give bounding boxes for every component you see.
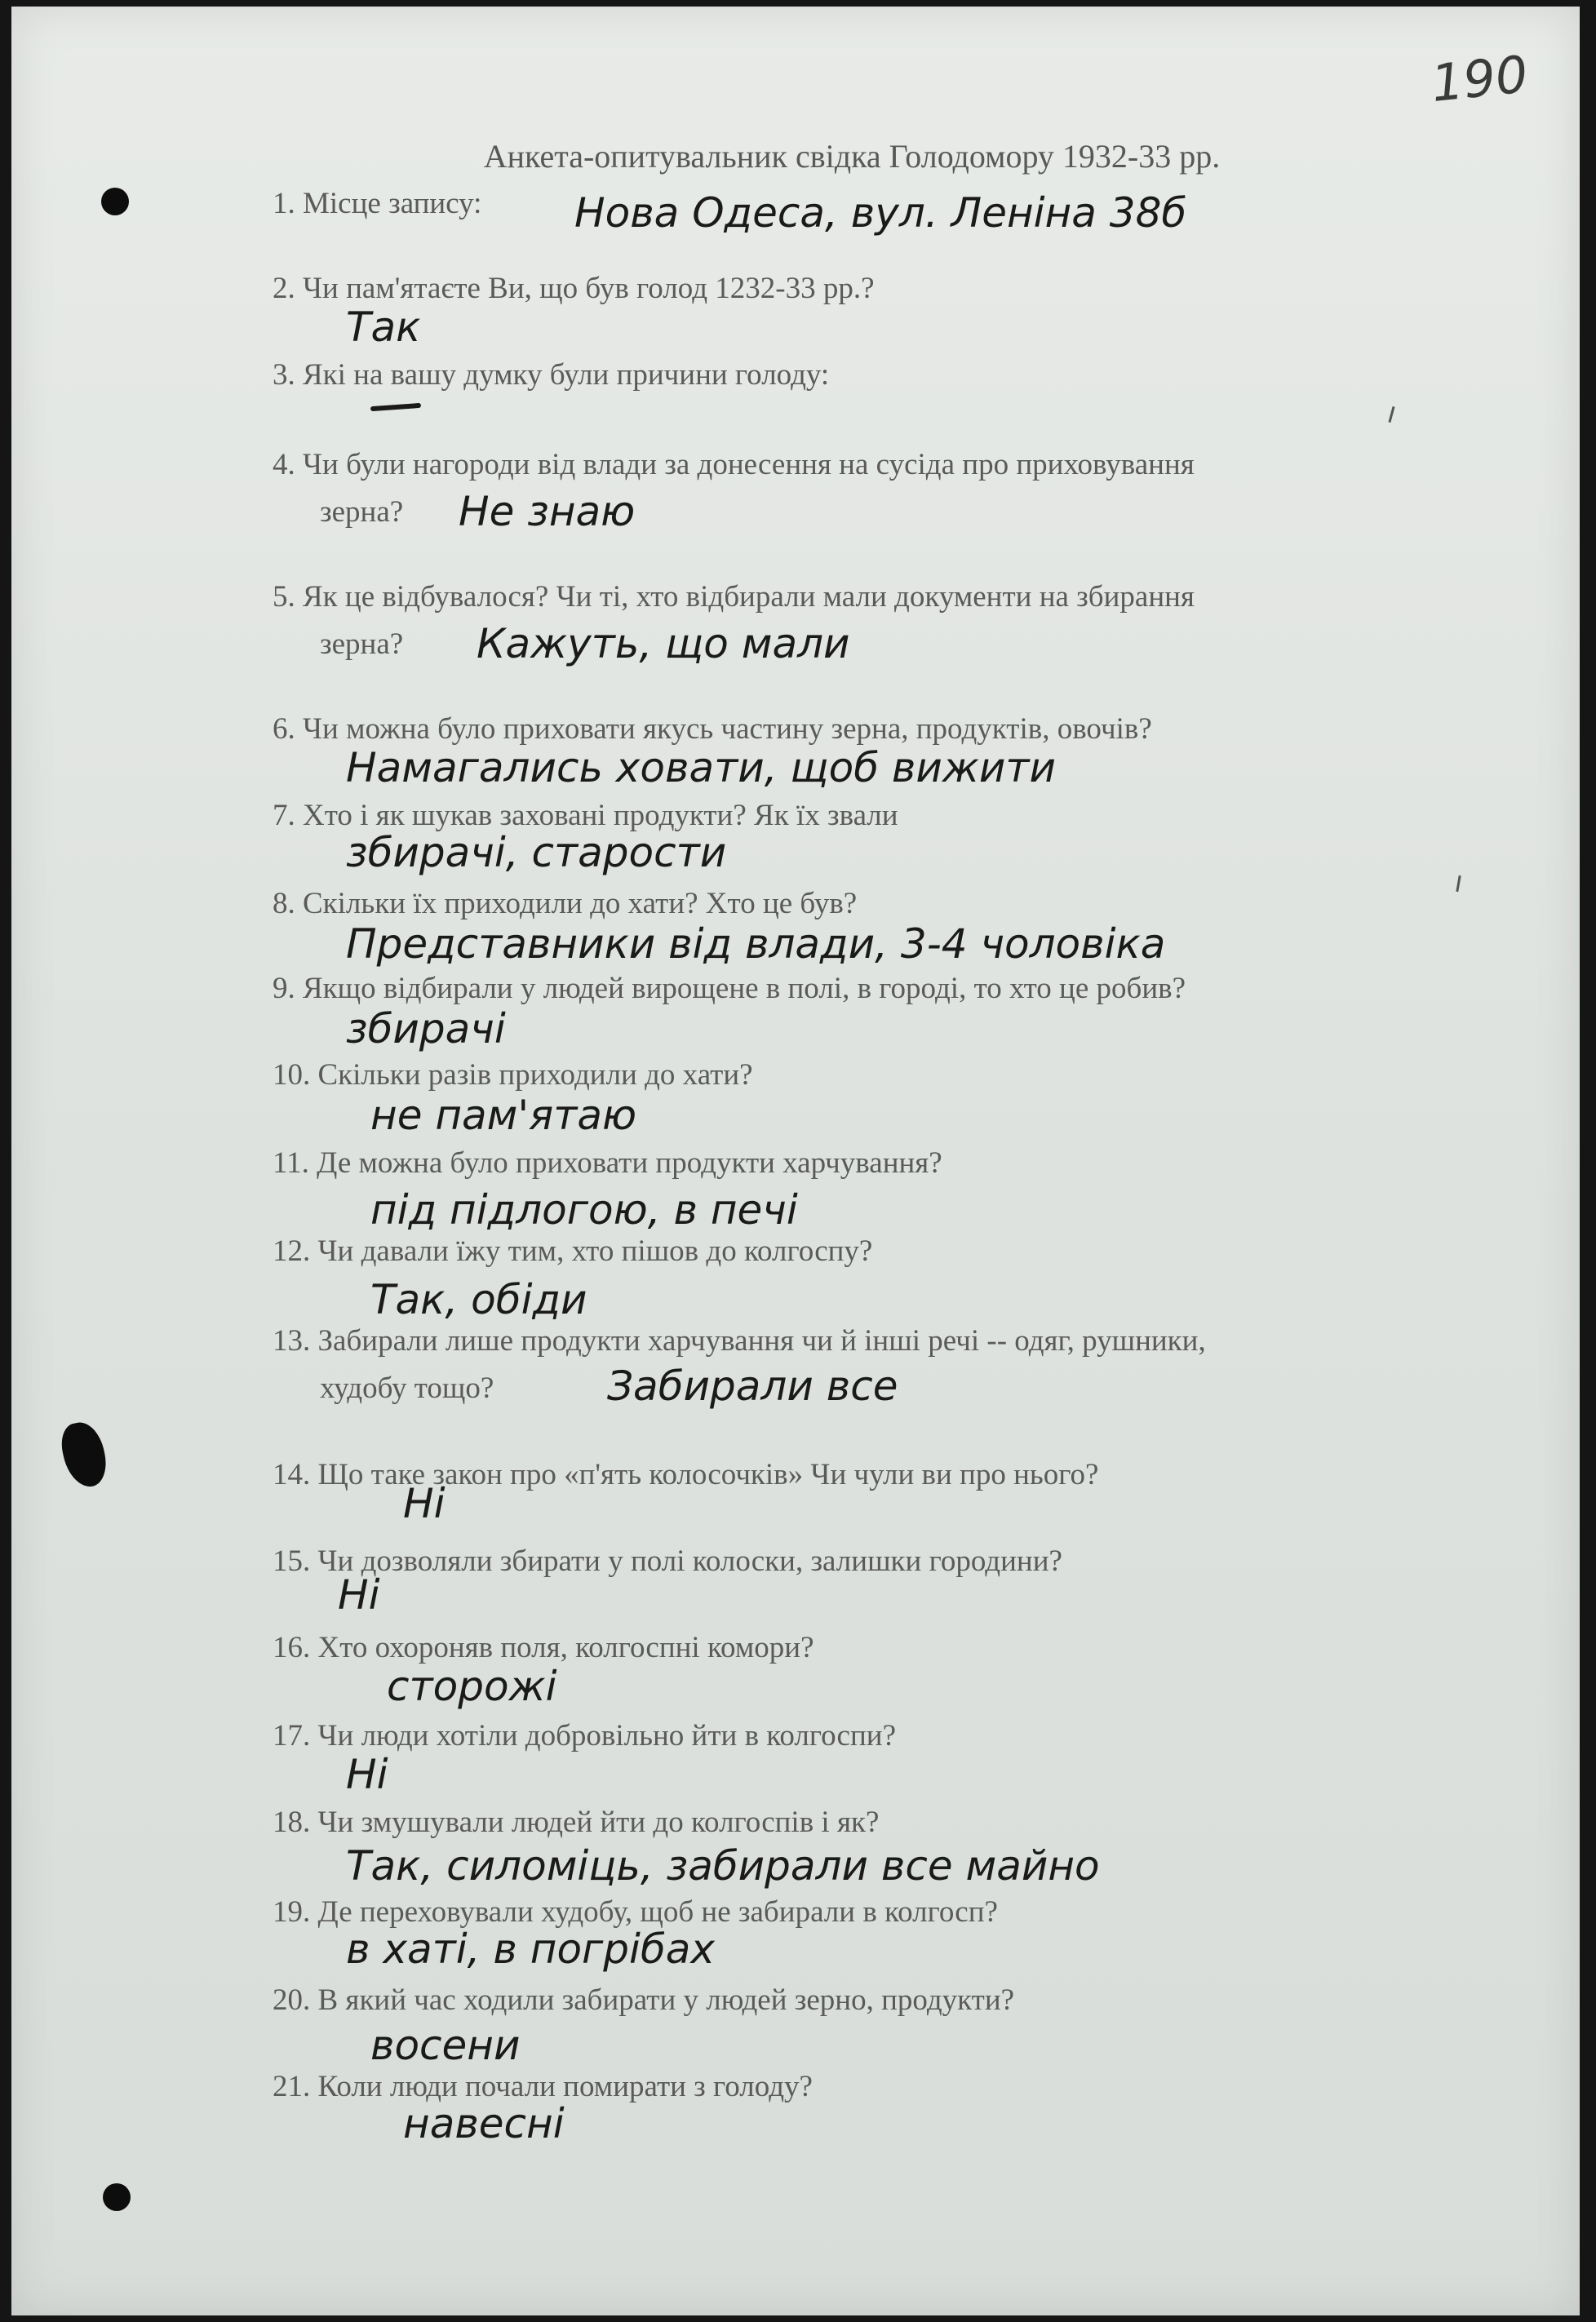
question-9 — [273, 969, 1186, 1008]
question-number: 9. — [273, 972, 295, 1005]
answer-20: восени — [370, 2022, 521, 2069]
pencil-mark — [1388, 406, 1394, 423]
question-text: Що таке закон про «п'ять колосочків» Чи чули ви про нього? — [317, 1458, 1099, 1491]
question-text: Чи давали їжу тим, хто пішов до колгоспу? — [317, 1234, 873, 1268]
answer-15: Ні — [338, 1571, 380, 1619]
question-2 — [273, 269, 875, 308]
question-3 — [273, 356, 829, 395]
question-16 — [273, 1629, 814, 1668]
answer-1: Нова Одеса, вул. Леніна 38б — [574, 189, 1187, 237]
question-14 — [273, 1456, 1098, 1495]
answer-4: Не знаю — [459, 488, 636, 535]
answer-17: Ні — [346, 1751, 388, 1798]
question-text: В який час ходили забирати у людей зерно, продукти? — [317, 1983, 1015, 2017]
question-number: 20. — [273, 1983, 311, 2017]
document-title: Анкета-опитувальник свідка Голодомору 1932-33 рр. — [483, 138, 1221, 175]
question-15 — [273, 1542, 1062, 1581]
question-text: Чи змушували людей йти до колгоспів і як? — [317, 1806, 880, 1839]
question-text: Хто охороняв поля, колгоспні комори? — [317, 1631, 814, 1664]
question-number: 15. — [273, 1544, 311, 1578]
question-number: 4. — [273, 448, 295, 481]
punch-hole — [103, 2183, 131, 2211]
question-text: Якщо відбирали у людей вирощене в полі, в городі, то хто це робив? — [303, 972, 1186, 1005]
punch-hole — [101, 188, 129, 215]
question-text: Коли люди почали помирати з голоду? — [317, 2070, 813, 2103]
archive-number: 190 — [1428, 44, 1531, 113]
answer-3-dash — [370, 403, 421, 411]
question-number: 17. — [273, 1719, 311, 1753]
question-number: 11. — [273, 1146, 309, 1180]
question-text: Забирали лише продукти харчування чи й інші речі -- одяг, рушники, — [317, 1324, 1206, 1358]
question-text: Чи дозволяли збирати у полі колоски, залишки городини? — [317, 1544, 1062, 1578]
answer-18: Так, силоміць, забирали все майно — [346, 1842, 1100, 1890]
answer-8: Представники від влади, 3-4 чоловіка — [346, 920, 1166, 968]
question-13 — [273, 1322, 1206, 1361]
question-number: 2. — [273, 272, 295, 305]
question-1 — [273, 184, 481, 224]
torn-mark — [57, 1419, 111, 1491]
answer-12: Так, обіди — [370, 1276, 587, 1323]
question-number: 18. — [273, 1806, 311, 1839]
answer-14: Ні — [403, 1480, 446, 1527]
question-4 — [273, 445, 1195, 485]
answer-2: Так — [346, 304, 421, 351]
question-number: 1. — [273, 187, 295, 220]
question-text: Де можна було приховати продукти харчування? — [317, 1146, 942, 1180]
question-5 — [273, 578, 1195, 617]
answer-11: під підлогою, в печі — [370, 1186, 798, 1234]
answer-10: не пам'ятаю — [370, 1092, 637, 1139]
questionnaire-page — [11, 7, 1580, 2315]
question-text: Місце запису: — [303, 187, 482, 220]
question-number: 19. — [273, 1895, 311, 1929]
question-text: Чи пам'ятаєте Ви, що був голод 1232-33 рр.? — [303, 272, 875, 305]
question-text: Чи можна було приховати якусь частину зерна, продуктів, овочів? — [303, 712, 1152, 746]
question-text: Як це відбувалося? Чи ті, хто відбирали мали документи на збирання — [303, 580, 1195, 614]
question-17 — [273, 1717, 896, 1756]
question-4-line-2: зерна? — [320, 495, 404, 529]
pencil-mark — [1456, 875, 1461, 892]
answer-21: навесні — [403, 2100, 565, 2147]
question-text: Скільки разів приходили до хати? — [317, 1058, 753, 1092]
question-text: Чи були нагороди від влади за донесення на сусіда про приховування — [303, 448, 1195, 481]
question-number: 6. — [273, 712, 295, 746]
answer-16: сторожі — [387, 1663, 557, 1710]
answer-5: Кажуть, що мали — [477, 620, 850, 667]
question-10 — [273, 1056, 753, 1095]
question-text: Де переховували худобу, щоб не забирали в колгосп? — [317, 1895, 998, 1929]
question-12 — [273, 1232, 872, 1271]
answer-9: збирачі — [346, 1005, 506, 1052]
answer-6: Намагались ховати, щоб вижити — [346, 744, 1057, 791]
question-number: 16. — [273, 1631, 311, 1664]
question-number: 14. — [273, 1458, 311, 1491]
answer-7: збирачі, старости — [346, 829, 727, 876]
question-text: Скільки їх приходили до хати? Хто це був? — [303, 887, 858, 920]
question-number: 3. — [273, 358, 295, 392]
question-text: Які на вашу думку були причини голоду: — [303, 358, 830, 392]
question-18 — [273, 1803, 879, 1842]
answer-19: в хаті, в погрібах — [346, 1925, 716, 1973]
question-number: 12. — [273, 1234, 311, 1268]
answer-13: Забирали все — [607, 1363, 898, 1410]
question-8 — [273, 884, 857, 924]
question-text: Хто і як шукав заховані продукти? Як їх звали — [303, 799, 898, 832]
question-11 — [273, 1144, 942, 1183]
question-number: 21. — [273, 2070, 311, 2103]
question-number: 8. — [273, 887, 295, 920]
question-6 — [273, 710, 1152, 749]
question-5-line-2: зерна? — [320, 627, 404, 661]
question-number: 10. — [273, 1058, 311, 1092]
question-text: Чи люди хотіли добровільно йти в колгоспи? — [317, 1719, 896, 1753]
question-20 — [273, 1981, 1014, 2020]
question-13-line-2: худобу тощо? — [320, 1371, 494, 1405]
question-number: 5. — [273, 580, 295, 614]
question-number: 13. — [273, 1324, 311, 1358]
question-number: 7. — [273, 799, 295, 832]
